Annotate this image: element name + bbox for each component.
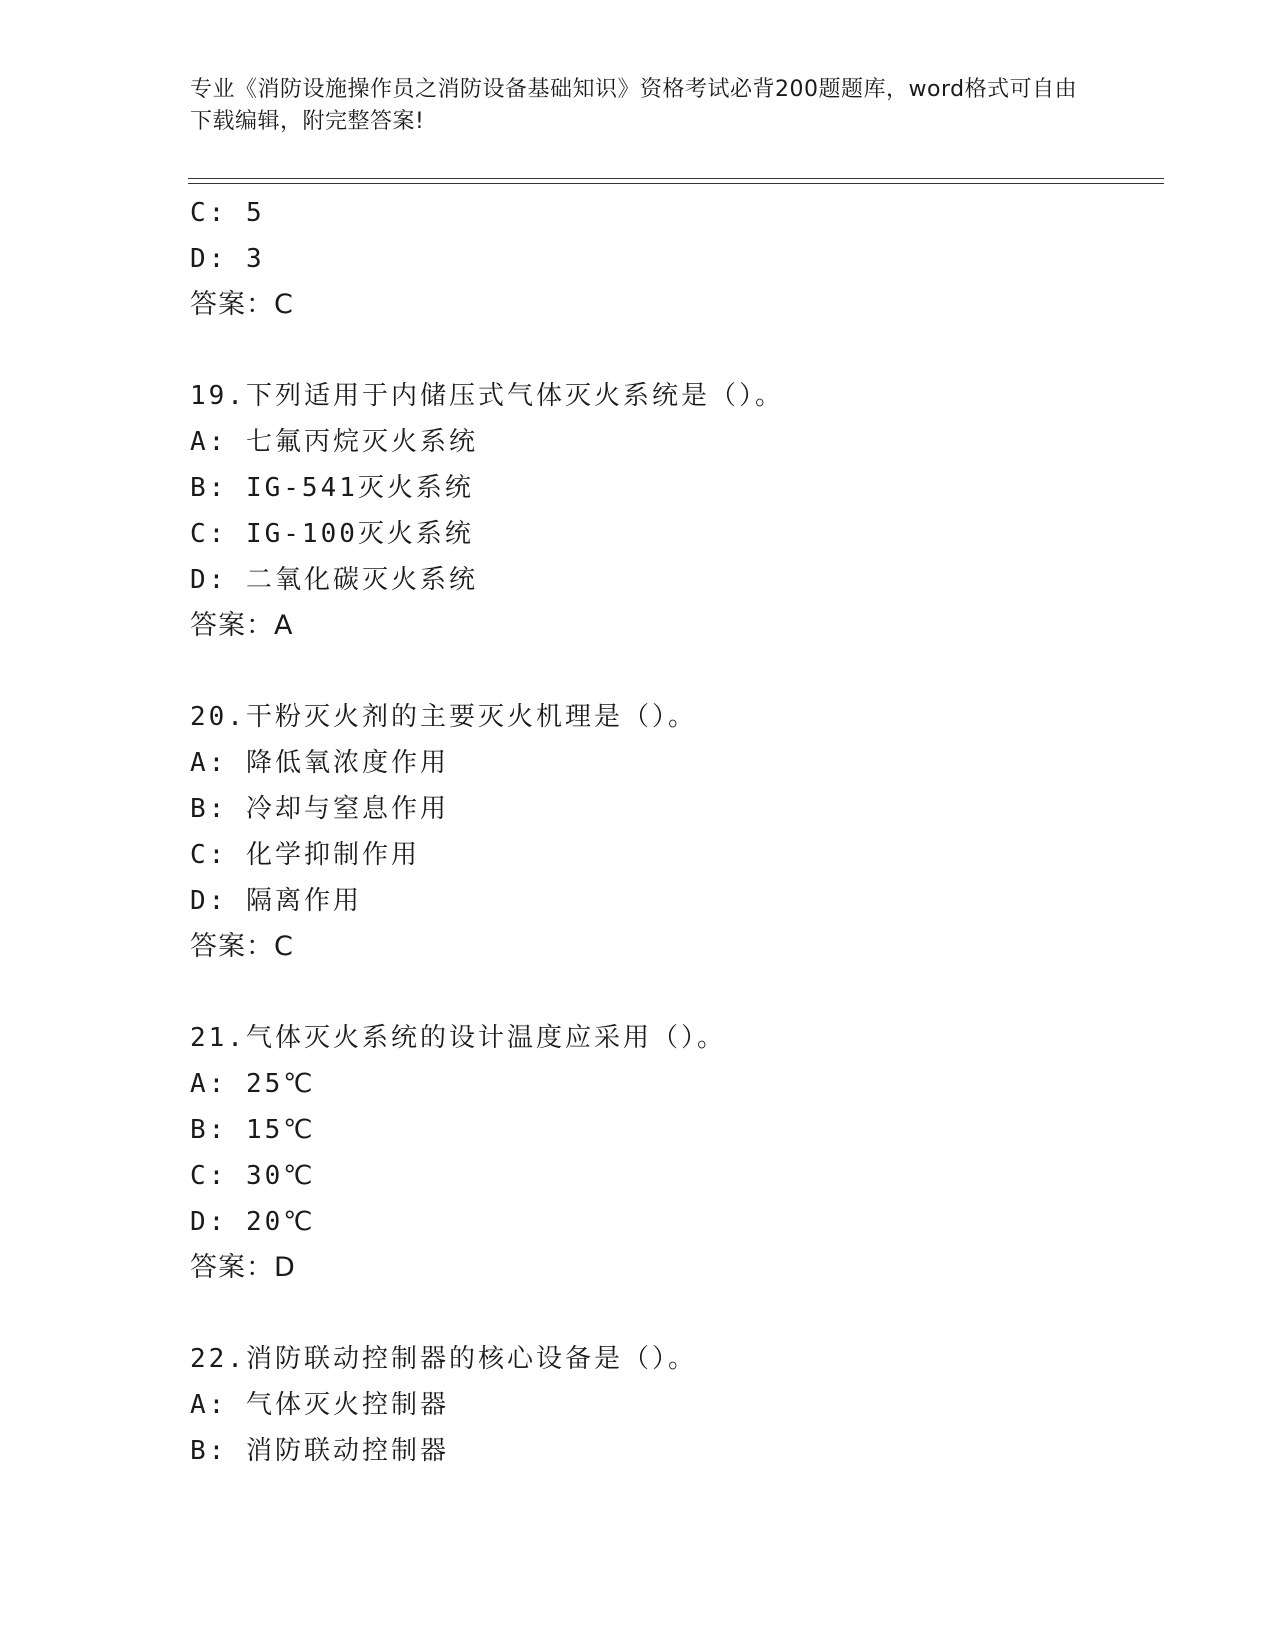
header-divider-bottom (188, 183, 1164, 184)
option-b: B: 15℃ (190, 1115, 316, 1145)
answer-line: 答案：D (190, 1252, 296, 1283)
answer-line: 答案：C (190, 289, 294, 320)
option-c: C: 5 (190, 198, 265, 228)
option-b: B: 消防联动控制器 (190, 1436, 449, 1466)
option-c: C: IG-100灭火系统 (190, 519, 474, 549)
option-d: D: 隔离作用 (190, 886, 362, 916)
question-stem: 22.消防联动控制器的核心设备是（）。 (190, 1344, 697, 1374)
option-a: A: 25℃ (190, 1069, 316, 1099)
question-stem: 19.下列适用于内储压式气体灭火系统是（）。 (190, 381, 784, 411)
option-b: B: IG-541灭火系统 (190, 473, 474, 503)
spacer (190, 328, 1150, 373)
answer-line: 答案：A (190, 610, 294, 641)
question-stem: 20.干粉灭火剂的主要灭火机理是（）。 (190, 702, 697, 732)
question-stem: 21.气体灭火系统的设计温度应采用（）。 (190, 1023, 726, 1053)
option-b: B: 冷却与窒息作用 (190, 794, 449, 824)
answer-line: 答案：C (190, 931, 294, 962)
option-a: A: 气体灭火控制器 (190, 1390, 449, 1420)
spacer (190, 649, 1150, 694)
document-header: 专业《消防设施操作员之消防设备基础知识》资格考试必背200题题库，word格式可自由下载编辑，附完整答案! (190, 77, 1078, 134)
spacer (190, 1291, 1150, 1336)
question-19 (190, 373, 1150, 649)
question-20 (190, 694, 1150, 970)
option-d: D: 20℃ (190, 1207, 316, 1237)
question-18-continued (190, 190, 1150, 328)
header-divider-top (188, 178, 1164, 179)
option-d: D: 3 (190, 244, 265, 274)
question-22 (190, 1336, 1150, 1474)
question-21 (190, 1015, 1150, 1291)
option-a: A: 七氟丙烷灭火系统 (190, 427, 478, 457)
spacer (190, 970, 1150, 1015)
option-a: A: 降低氧浓度作用 (190, 748, 449, 778)
option-c: C: 30℃ (190, 1161, 316, 1191)
option-c: C: 化学抑制作用 (190, 840, 420, 870)
question-list (190, 190, 1150, 1474)
option-d: D: 二氧化碳灭火系统 (190, 565, 478, 595)
